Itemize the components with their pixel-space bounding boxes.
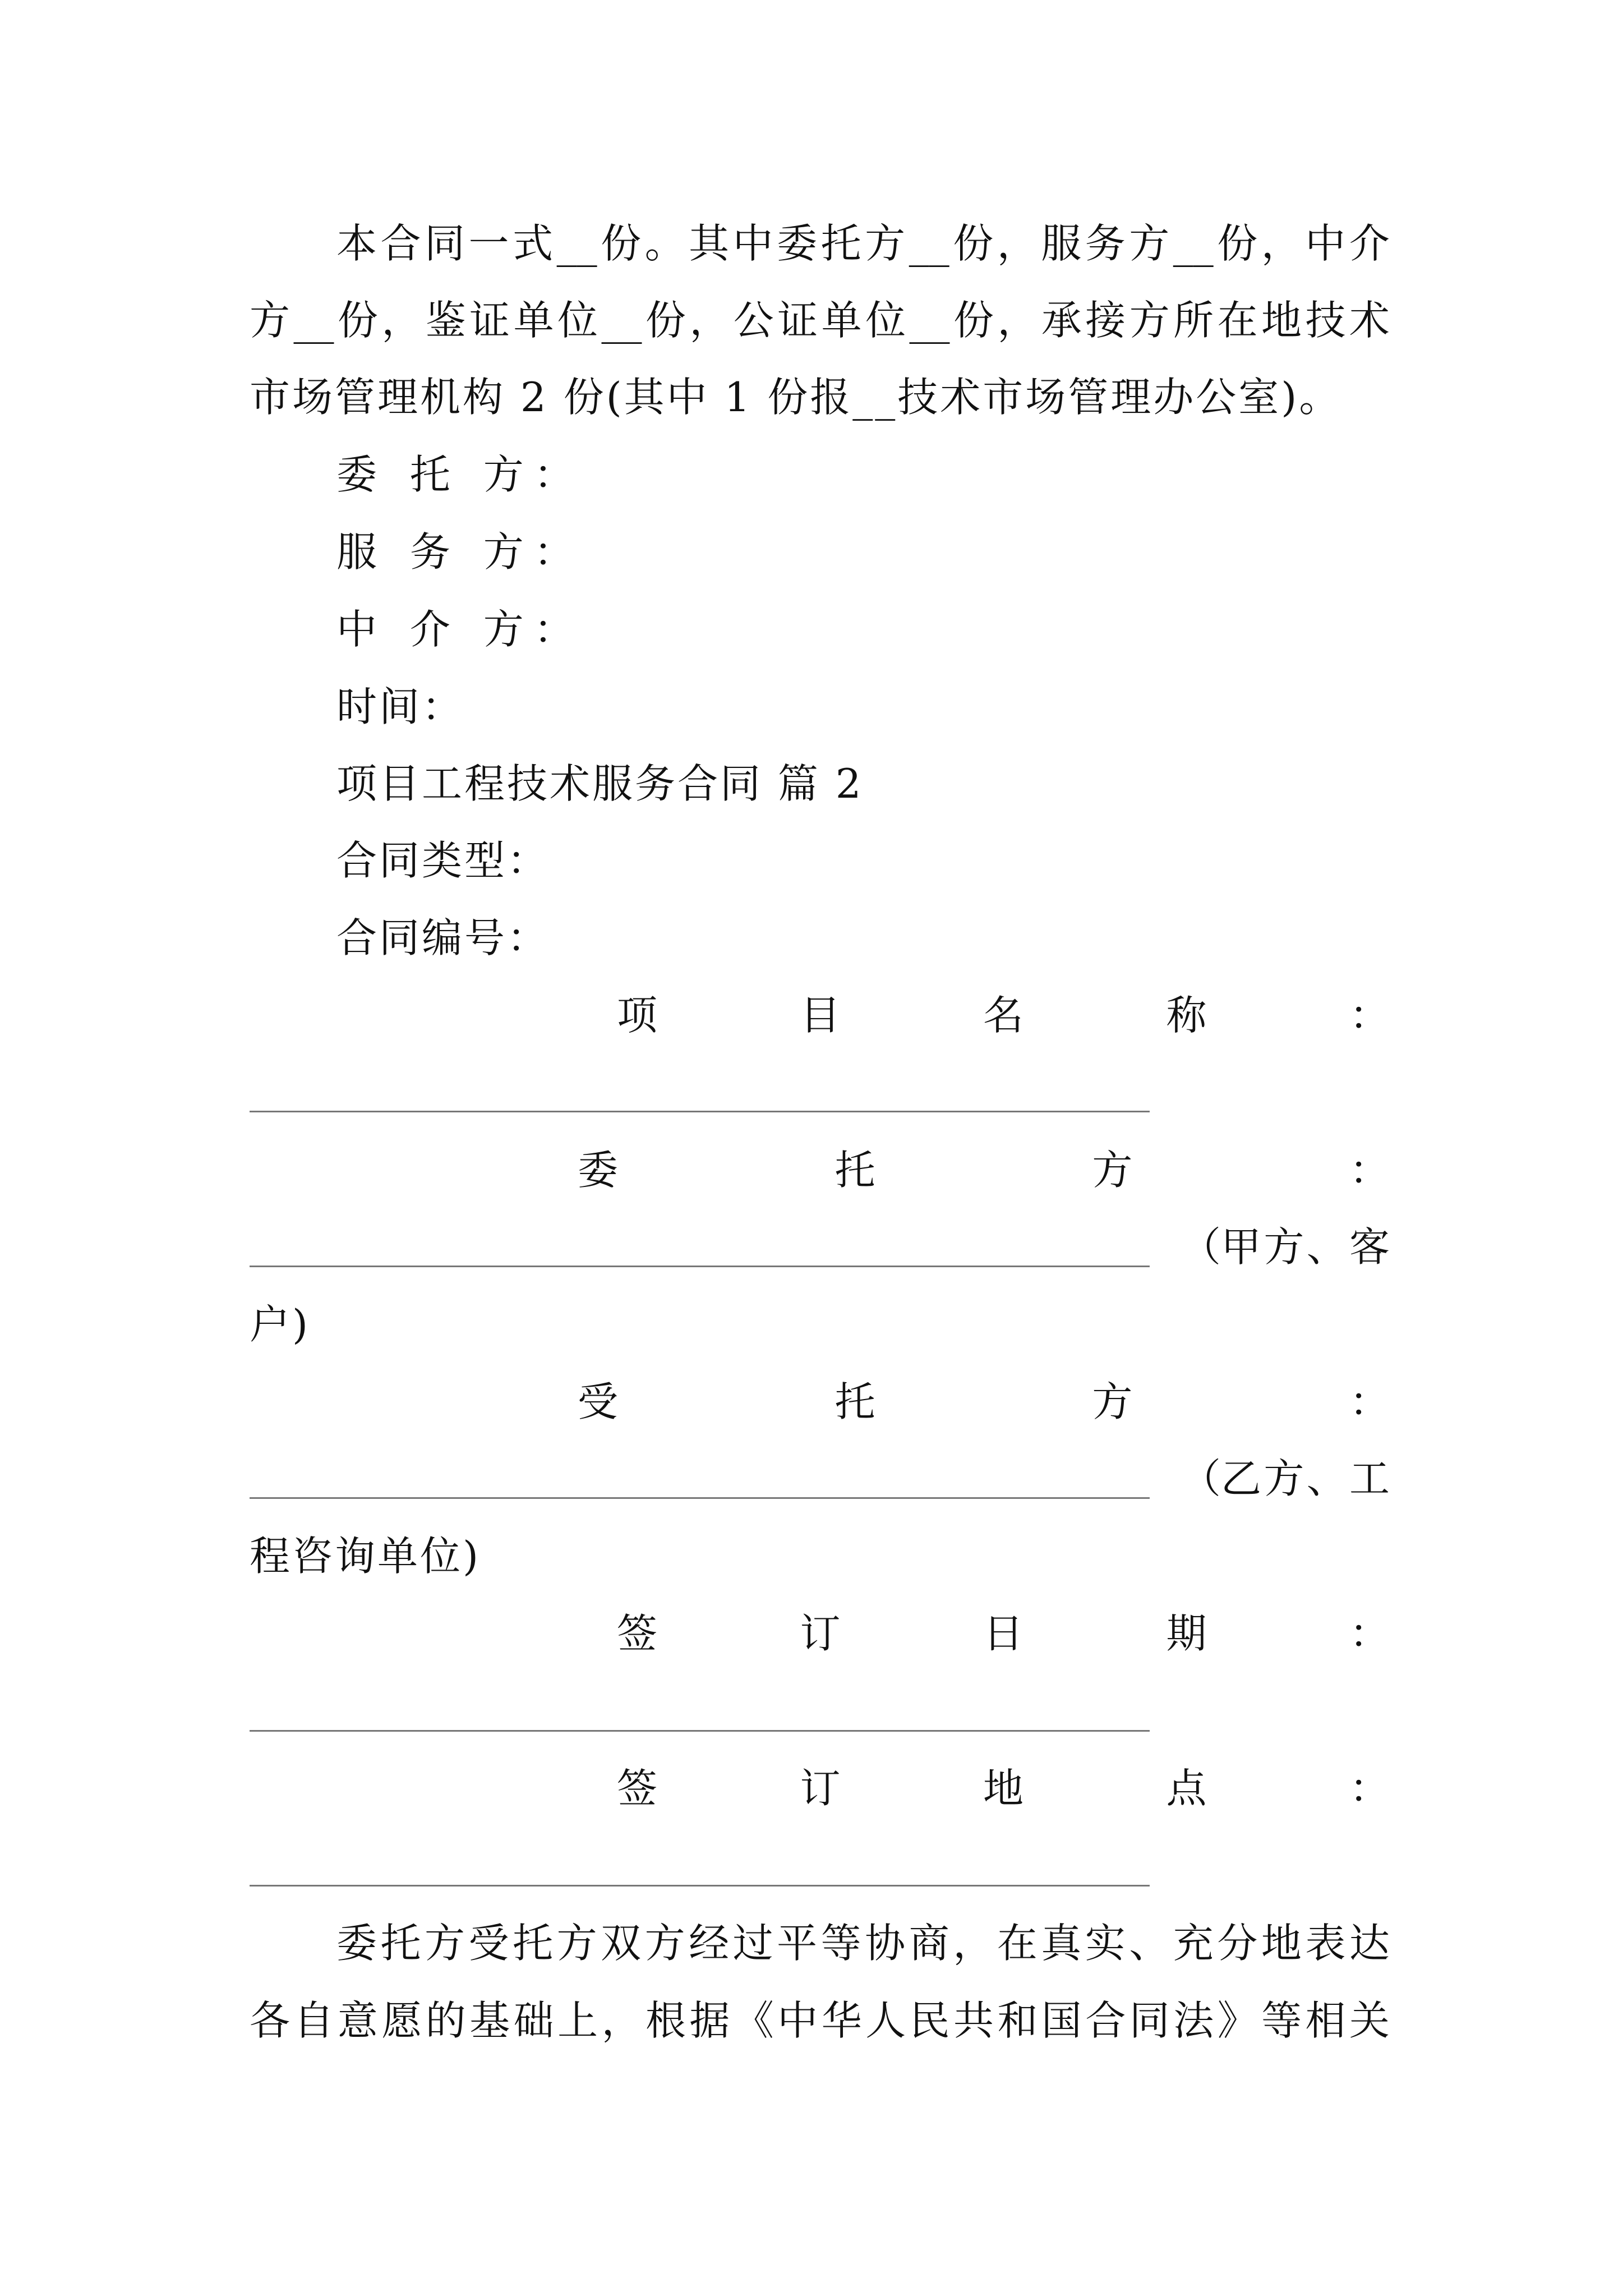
paragraph-1-line-1-char: 其 xyxy=(689,220,730,267)
paragraph-1-line-1-char: 方 xyxy=(865,220,906,267)
contractor-note-char: 工 xyxy=(1349,1455,1390,1502)
paragraph-1-line-2-char: ， xyxy=(689,297,730,344)
paragraph-1-line-1-char: 份 xyxy=(1217,220,1258,267)
paragraph-1-line-1-char: 中 xyxy=(1305,220,1346,267)
paragraph-2-line-1-char: 达 xyxy=(1349,1920,1390,1967)
paragraph-2-line-2-char: 愿 xyxy=(381,1997,422,2044)
paragraph-1-line-2-char: 在 xyxy=(1217,297,1258,344)
paragraph-1-line-2-char: __ xyxy=(601,297,642,344)
paragraph-2-line-1-char: 方 xyxy=(556,1920,597,1967)
sign-place-label xyxy=(617,1765,1390,1812)
agent-party-label: 中 介 方： xyxy=(336,606,584,653)
paragraph-2-line-2-char: 《 xyxy=(733,1997,774,2044)
paragraph-1-line-2-char: 所 xyxy=(1173,297,1214,344)
paragraph-2-line-1-char: 托 xyxy=(513,1920,554,1967)
paragraph-1-line-1-char: 式 xyxy=(513,220,554,267)
paragraph-2-line-2 xyxy=(250,1997,1390,2044)
paragraph-1-line-1-char: 方 xyxy=(1129,220,1170,267)
paragraph-1-line-2-char: 份 xyxy=(645,297,686,344)
paragraph-1-line-1-char: 份 xyxy=(601,220,642,267)
paragraph-2-line-1-char: 过 xyxy=(732,1920,773,1967)
paragraph-2-line-1-char: 等 xyxy=(820,1920,861,1967)
paragraph-2-line-2-char: 民 xyxy=(909,1997,950,2044)
paragraph-2-line-1-char: 平 xyxy=(777,1920,818,1967)
paragraph-2-line-2-char: 同 xyxy=(1129,1997,1170,2044)
paragraph-1-line-2-char: 方 xyxy=(1129,297,1170,344)
paragraph-1-line-1-char: 一 xyxy=(468,220,509,267)
paragraph-2-line-1 xyxy=(336,1920,1390,1967)
contractor-underline xyxy=(250,1497,1150,1499)
contractor-note-continued: 程咨询单位) xyxy=(250,1533,481,1580)
contractor-char: 受 xyxy=(578,1378,619,1425)
paragraph-2-line-2-char: 人 xyxy=(865,1997,906,2044)
sign-place-char: ： xyxy=(1349,1765,1390,1812)
sign-date-char: 订 xyxy=(800,1610,841,1657)
contractor-label xyxy=(578,1378,1390,1425)
project-name-char: 名 xyxy=(983,992,1023,1039)
contract-type-label: 合同类型： xyxy=(336,837,550,884)
paragraph-1-line-1-char: 份 xyxy=(953,220,994,267)
paragraph-1-line-1-char: ， xyxy=(997,220,1038,267)
client-label xyxy=(578,1147,1390,1194)
paragraph-2-line-1-char: 真 xyxy=(1041,1920,1082,1967)
contractor-char: 托 xyxy=(834,1378,875,1425)
sign-place-char: 点 xyxy=(1166,1765,1207,1812)
paragraph-1-line-2 xyxy=(250,297,1390,344)
paragraph-1-line-2-char: 份 xyxy=(337,297,378,344)
paragraph-2-line-2-char: 和 xyxy=(997,1997,1038,2044)
contractor-note xyxy=(1181,1455,1390,1502)
paragraph-2-line-1-char: 实 xyxy=(1085,1920,1126,1967)
contractor-note-char: （乙 xyxy=(1181,1455,1262,1502)
sign-date-char: 签 xyxy=(617,1610,658,1657)
project-name-underline xyxy=(250,1111,1150,1112)
project-name-char: ： xyxy=(1349,992,1390,1039)
project-name-label xyxy=(617,992,1390,1039)
sign-date-underline xyxy=(250,1730,1150,1732)
paragraph-1-line-1-char: ， xyxy=(1261,220,1302,267)
paragraph-2-line-2-char: 法 xyxy=(1173,1997,1214,2044)
paragraph-1-line-2-char: 单 xyxy=(821,297,862,344)
paragraph-1-line-3: 市场管理机构 2 份(其中 1 份报__技术市场管理办公室)。 xyxy=(250,374,1342,421)
sign-date-label xyxy=(617,1610,1390,1657)
paragraph-2-line-1-char: 在 xyxy=(997,1920,1038,1967)
paragraph-2-line-2-char: 相 xyxy=(1305,1997,1346,2044)
client-note xyxy=(1181,1223,1390,1271)
paragraph-2-line-1-char: 托 xyxy=(380,1920,421,1967)
client-note-char: 客 xyxy=(1349,1223,1390,1271)
paragraph-2-line-2-char: 据 xyxy=(689,1997,730,2044)
paragraph-2-line-2-char: 华 xyxy=(821,1997,862,2044)
client-note-char: 方 xyxy=(1264,1223,1304,1271)
paragraph-1-line-2-char: 术 xyxy=(1349,297,1390,344)
paragraph-2-line-2-char: 合 xyxy=(1085,1997,1126,2044)
paragraph-2-line-2-char: 意 xyxy=(337,1997,378,2044)
paragraph-1-line-2-char: 位 xyxy=(557,297,598,344)
client-char: 托 xyxy=(834,1147,875,1194)
paragraph-1-line-2-char: 技 xyxy=(1305,297,1346,344)
contractor-note-char: 方 xyxy=(1264,1455,1304,1502)
paragraph-2-line-2-char: 根 xyxy=(645,1997,686,2044)
paragraph-2-line-2-char: 国 xyxy=(1041,1997,1082,2044)
sign-date-char: 日 xyxy=(983,1610,1023,1657)
project-name-char: 称 xyxy=(1166,992,1207,1039)
paragraph-1-line-2-char: 证 xyxy=(777,297,818,344)
client-note-continued: 户) xyxy=(250,1301,311,1348)
paragraph-1-line-2-char: 位 xyxy=(865,297,906,344)
client-char: 方 xyxy=(1092,1147,1133,1194)
paragraph-2-line-1-char: 经 xyxy=(689,1920,730,1967)
paragraph-1-line-2-char: 份 xyxy=(953,297,994,344)
paragraph-1-line-2-char: 承 xyxy=(1041,297,1082,344)
project-name-char: 目 xyxy=(800,992,841,1039)
paragraph-1-line-1-char: 合 xyxy=(380,220,421,267)
paragraph-2-line-2-char: 上 xyxy=(557,1997,598,2044)
client-underline xyxy=(250,1266,1150,1267)
paragraph-1-line-1-char: 。 xyxy=(644,220,685,267)
paragraph-2-line-2-char: 中 xyxy=(777,1997,818,2044)
paragraph-2-line-1-char: 充 xyxy=(1173,1920,1214,1967)
contract-number-label: 合同编号： xyxy=(336,914,550,961)
paragraph-1-line-2-char: __ xyxy=(909,297,950,344)
paragraph-1-line-2-char: 地 xyxy=(1261,297,1302,344)
paragraph-2-line-1-char: 、 xyxy=(1129,1920,1170,1967)
sign-place-char: 签 xyxy=(617,1765,658,1812)
sign-date-char: ： xyxy=(1349,1610,1390,1657)
client-note-char: 、 xyxy=(1306,1223,1347,1271)
paragraph-2-line-1-char: 双 xyxy=(601,1920,642,1967)
paragraph-1-line-1-char: 介 xyxy=(1349,220,1390,267)
client-party-label: 委 托 方： xyxy=(336,451,584,498)
paragraph-1-line-1-char: 同 xyxy=(425,220,465,267)
paragraph-2-line-1-char: 表 xyxy=(1305,1920,1346,1967)
paragraph-2-line-2-char: 共 xyxy=(953,1997,994,2044)
paragraph-1-line-2-char: 公 xyxy=(733,297,774,344)
paragraph-2-line-1-char: 地 xyxy=(1261,1920,1302,1967)
section-title: 项目工程技术服务合同 篇 2 xyxy=(336,760,864,807)
paragraph-1-line-1-char: __ xyxy=(1173,220,1214,267)
paragraph-2-line-2-char: ， xyxy=(601,1997,642,2044)
paragraph-1-line-2-char: 接 xyxy=(1085,297,1126,344)
paragraph-2-line-1-char: 商 xyxy=(909,1920,949,1967)
paragraph-1-line-2-char: __ xyxy=(293,297,334,344)
service-party-label: 服 务 方： xyxy=(336,528,584,576)
paragraph-1-line-1-char: __ xyxy=(556,220,597,267)
paragraph-2-line-1-char: 受 xyxy=(468,1920,509,1967)
paragraph-2-line-1-char: 委 xyxy=(336,1920,377,1967)
paragraph-2-line-2-char: 各 xyxy=(250,1997,291,2044)
sign-place-underline xyxy=(250,1885,1150,1887)
sign-place-char: 地 xyxy=(983,1765,1023,1812)
paragraph-1-line-2-char: ， xyxy=(997,297,1038,344)
contractor-note-char: 、 xyxy=(1306,1455,1347,1502)
paragraph-1-line-1-char: 本 xyxy=(336,220,377,267)
paragraph-2-line-2-char: 基 xyxy=(469,1997,510,2044)
client-note-char: （甲 xyxy=(1181,1223,1262,1271)
paragraph-1-line-1-char: 托 xyxy=(820,220,861,267)
paragraph-2-line-1-char: 方 xyxy=(425,1920,465,1967)
paragraph-1-line-2-char: 方 xyxy=(250,297,291,344)
paragraph-1-line-2-char: ， xyxy=(381,297,422,344)
paragraph-1-line-2-char: 鉴 xyxy=(425,297,466,344)
paragraph-2-line-2-char: 自 xyxy=(293,1997,334,2044)
paragraph-1-line-1-char: 委 xyxy=(777,220,818,267)
paragraph-1-line-2-char: 单 xyxy=(513,297,554,344)
paragraph-1-line-1-char: 务 xyxy=(1085,220,1126,267)
paragraph-2-line-2-char: 等 xyxy=(1261,1997,1302,2044)
paragraph-2-line-2-char: 关 xyxy=(1349,1997,1390,2044)
paragraph-2-line-1-char: ， xyxy=(953,1920,994,1967)
paragraph-2-line-2-char: 》 xyxy=(1217,1997,1258,2044)
paragraph-1-line-1-char: 服 xyxy=(1041,220,1082,267)
contractor-char: ： xyxy=(1349,1378,1390,1425)
paragraph-2-line-1-char: 协 xyxy=(865,1920,906,1967)
client-char: 委 xyxy=(578,1147,619,1194)
client-char: ： xyxy=(1349,1147,1390,1194)
paragraph-2-line-2-char: 础 xyxy=(513,1997,554,2044)
paragraph-1-line-1-char: 中 xyxy=(732,220,773,267)
sign-date-char: 期 xyxy=(1166,1610,1207,1657)
paragraph-2-line-1-char: 分 xyxy=(1217,1920,1258,1967)
paragraph-2-line-1-char: 方 xyxy=(644,1920,685,1967)
contractor-char: 方 xyxy=(1092,1378,1133,1425)
paragraph-1-line-2-char: 证 xyxy=(469,297,510,344)
sign-place-char: 订 xyxy=(800,1765,841,1812)
paragraph-2-line-2-char: 的 xyxy=(425,1997,466,2044)
time-label: 时间： xyxy=(336,683,465,730)
paragraph-1-line-1-char: __ xyxy=(909,220,949,267)
paragraph-1-line-1 xyxy=(336,220,1390,267)
project-name-char: 项 xyxy=(617,992,658,1039)
